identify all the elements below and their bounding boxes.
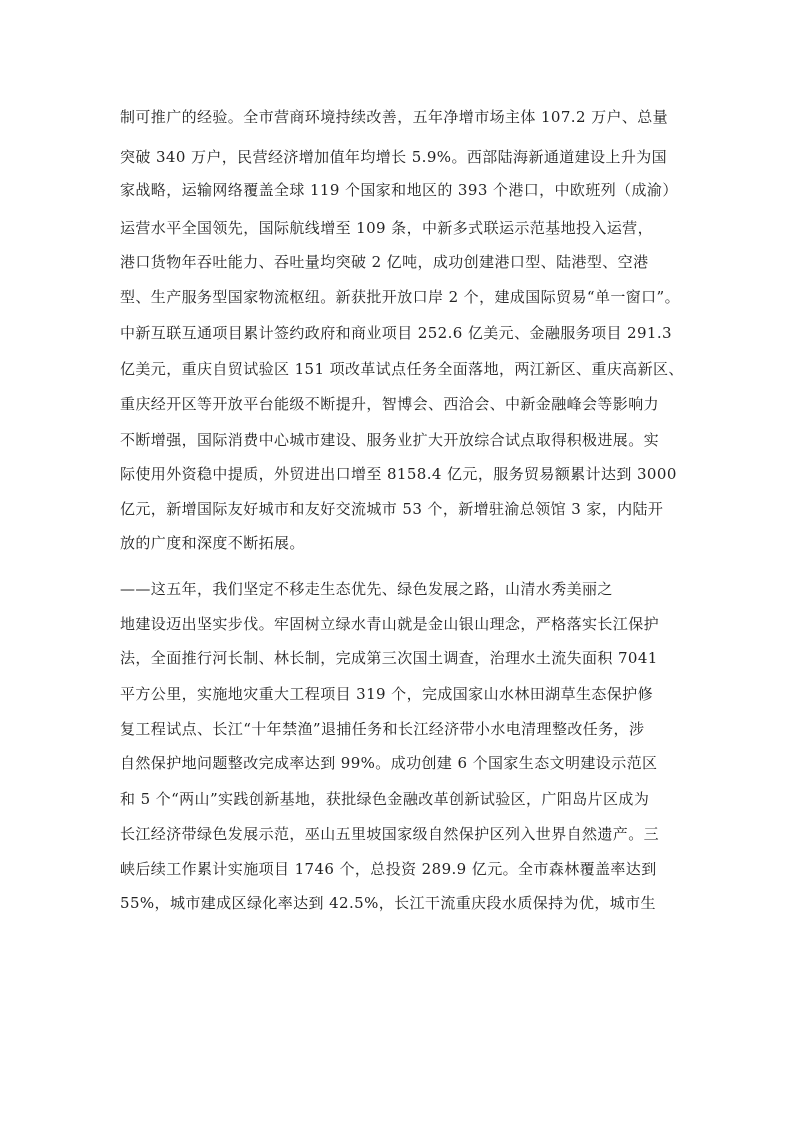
paragraph-line: 地建设迈出坚实步伐。牢固树立绿水青山就是金山银山理念，严格落实长江保护 (120, 615, 660, 633)
paragraph-line: 亿美元，重庆自贸试验区 151 项改革试点任务全面落地，两江新区、重庆高新区、 (120, 360, 684, 378)
paragraph-line: 运营水平全国领先，国际航线增至 109 条，中新多式联运示范基地投入运营， (120, 219, 653, 237)
paragraph-line: 放的广度和深度不断拓展。 (120, 534, 305, 552)
paragraph-line: 型、生产服务型国家物流枢纽。新获批开放口岸 2 个，建成国际贸易“单一窗口”。 (120, 288, 681, 306)
paragraph-line: 中新互联互通项目累计签约政府和商业项目 252.6 亿美元、金融服务项目 291.3 (120, 324, 672, 342)
paragraph-line: 重庆经开区等开放平台能级不断提升，智博会、西洽会、中新金融峰会等影响力 (120, 395, 660, 413)
paragraph-line: 亿元，新增国际友好城市和友好交流城市 53 个，新增驻渝总领馆 3 家，内陆开 (120, 500, 664, 518)
paragraph-line: 家战略，运输网络覆盖全球 119 个国家和地区的 393 个港口，中欧班列（成渝） (120, 181, 678, 199)
paragraph-line: 峡后续工作累计实施项目 1746 个，总投资 289.9 亿元。全市森林覆盖率达到 (120, 860, 657, 878)
paragraph-line: 际使用外资稳中提质，外贸进出口增至 8158.4 亿元，服务贸易额累计达到 3000 (120, 465, 677, 483)
paragraph-line: 和 5 个“两山”实践创新基地，获批绿色金融改革创新试验区，广阳岛片区成为 (120, 790, 650, 808)
paragraph-line: 港口货物年吞吐能力、吞吐量均突破 2 亿吨，成功创建港口型、陆港型、空港 (120, 253, 649, 271)
paragraph-line: 法，全面推行河长制、林长制，完成第三次国土调查，治理水土流失面积 7041 (120, 649, 658, 667)
paragraph-line: 长江经济带绿色发展示范，巫山五里坡国家级自然保护区列入世界自然遗产。三 (120, 825, 660, 843)
paragraph-line: ——这五年，我们坚定不移走生态优先、绿色发展之路，山清水秀美丽之 (120, 580, 613, 598)
paragraph-line: 平方公里，实施地灾重大工程项目 319 个，完成国家山水林田湖草生态保护修 (120, 685, 653, 703)
paragraph-line: 自然保护地问题整改完成率达到 99%。成功创建 6 个国家生态文明建设示范区 (120, 754, 658, 772)
paragraph-line: 不断增强，国际消费中心城市建设、服务业扩大开放综合试点取得积极进展。实 (120, 431, 660, 449)
paragraph-line: 55%，城市建成区绿化率达到 42.5%，长江干流重庆段水质保持为优，城市生 (120, 894, 656, 912)
paragraph-line: 突破 340 万户，民营经济增加值年均增长 5.9%。西部陆海新通道建设上升为国 (120, 148, 668, 166)
paragraph-line: 制可推广的经验。全市营商环境持续改善，五年净增市场主体 107.2 万户、总量 (120, 108, 669, 126)
paragraph-line: 复工程试点、长江“十年禁渔”退捕任务和长江经济带小水电清理整改任务，涉 (120, 720, 645, 738)
